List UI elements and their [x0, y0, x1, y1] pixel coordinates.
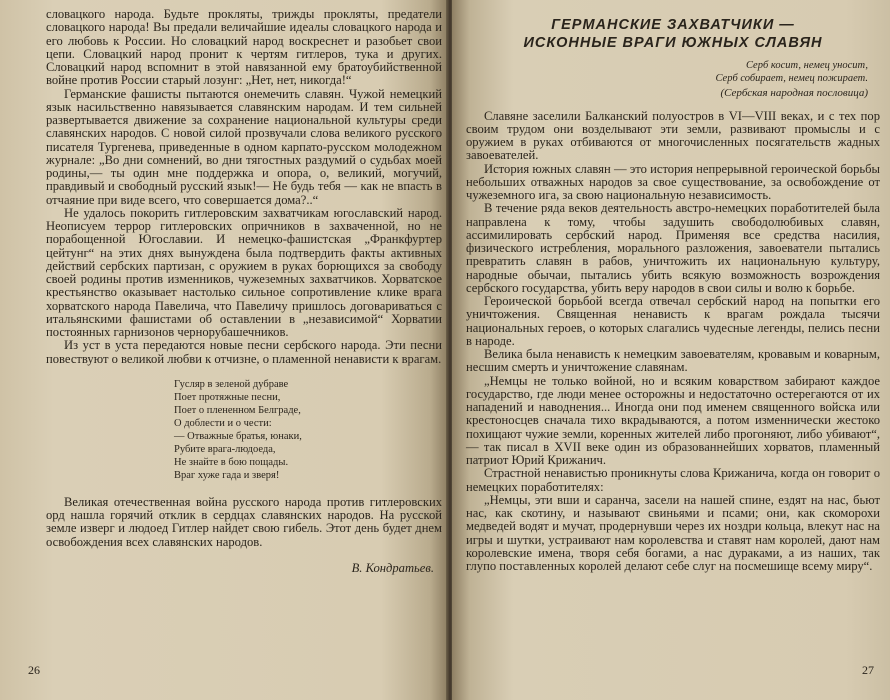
- right-paragraph-4: Героической борьбой всегда отвечал сербский народ на попытки его уничтожения. Священная ненависть к врагам рождала тысячи национальных героев, о которых слагались чудесные легенды, пелись песни в народе.: [466, 294, 880, 348]
- poem-line: Поет протяжные песни,: [174, 391, 281, 403]
- right-page: [452, 0, 890, 700]
- right-paragraph-3: В течение ряда веков деятельность австро-немецких поработителей была направлена к тому, чтобы задушить свободолюбивых славян, ассимилировать сербский народ. Применяя все средства насилия, физического истребления, морального разложения, завоеватели пытались превратить славян в рабов, уничтожить их национальную культуру, народные обычаи, пытались убить всякую возможность возрождения сербского государства, убить веру народов в свои силы и волю к борьбе.: [466, 201, 880, 295]
- left-paragraph-2: Германские фашисты пытаются онемечить славян. Чужой немецкий язык насильственно навязывается славянским народам. И тем сильней развертывается движение за сохранение национальной культуры среди славянских народов. С новой силой прозвучали слова великого русского писателя Тургенева, приведенные в одном карпато-русском молодежном журнале: „Во дни сомнений, во дни тягостных раздумий о судьбах моей родины,— ты один мне поддержка и опора, о, великий, могучий, правдивый и свободный русский язык!— Не будь тебя — как не впасть в отчаяние при виде всего, что совершается дома?..“: [46, 86, 442, 207]
- epigraph-source: (Сербская народная пословица): [720, 87, 868, 99]
- right-paragraph-2: История южных славян — это история непрерывной героической борьбы небольших отважных народов за свое существование, за освобождение от чужеземного ига, за свою национальную независимость.: [466, 161, 880, 202]
- right-paragraph-7: Страстной ненавистью проникнуты слова Крижанича, когда он говорит о немецких поработителях:: [466, 466, 880, 494]
- left-paragraph-4: Из уст в уста передаются новые песни сербского народа. Эти песни повествуют о великой любви к отчизне, о пламенной ненависти к врагам.: [46, 338, 442, 366]
- left-paragraph-3: Не удалось покорить гитлеровским захватчикам югославский народ. Неописуем террор гитлеровских опричников в захваченной, но не порабощенной Югославии. И немецко-фашистская „Франкфуртер цейтунг“ на этих днях вынуждена была подтвердить факты активных действий сербских партизан, с оружием в руках борющихся за свободу своей родины против изменников, чужеземных захватчиков. Хорватское крестьянство оказывает настолько сильное сопротивление клике врага хорватского народа Павелича, что Павеличу пришлось договариваться с итальянскими фашистами об оставлении в „независимой“ Хорватии постоянных гарнизонов чернорубашечников.: [46, 205, 442, 339]
- right-paragraph-5: Велика была ненависть к немецким завоевателям, кровавым и коварным, несшим смерть и уничтожение славянам.: [466, 347, 880, 375]
- left-paragraph-1: словацкого народа. Будьте прокляты, трижды прокляты, предатели словацкого народа! Вы предали величайшие идеалы словацкого народа и его любовь к России. Но словацкий народ воскреснет и разобьет свои цепи. Словацкий народ пронит к чертям гитлеров, тука и других. Словацкий народ вспомнит в этой навязанной ему братоубийственной войне против России старый лозунг: „Нет, нет, никогда!“: [46, 7, 442, 88]
- right-paragraph-8: „Немцы, эти вши и саранча, засели на нашей спине, ездят на нас, бьют нас, как скотину, и называют свиньями и псами; они, как скоморохи медведей водят и мучат, продернувши через их ноздри кольца, влекут нас на игры и шутки, устраивают нам королевства и ставят нам королей, дают нам королевские имена, творя себя богами, а нас дураками, а из наших, так глупо поставленных королей делают себе слуг на посмешище всему миру“.: [466, 492, 880, 573]
- epigraph-line-2: Серб собирает, немец пожирает.: [715, 72, 868, 84]
- article-title-line-1: ГЕРМАНСКИЕ ЗАХВАТЧИКИ —: [551, 17, 795, 33]
- epigraph: [466, 60, 868, 100]
- page-number-left: 26: [28, 663, 40, 677]
- poem: [174, 378, 442, 482]
- poem-line: Не знайте в бою пощады.: [174, 456, 289, 468]
- epigraph-line-1: Серб косит, немец уносит,: [745, 60, 868, 71]
- article-title-line-2: ИСКОННЫЕ ВРАГИ ЮЖНЫХ СЛАВЯН: [523, 35, 823, 51]
- right-paragraph-6: „Немцы не только войной, но и всяким коварством забирают каждое государство, где люди менее осторожны и недостаточно остерегаются от их нападений и наводнения... Иногда они под именем священного войска или крестоносцев сначала тихо вкрадываются, а потом изменнически жестоко похищают чужие земли, коренных жителей либо прогоняют, либо убивают“,— так писал в XVII веке один из образованнейших хорватов, пламенный патриот Юрий Крижанич.: [466, 373, 880, 467]
- left-paragraph-5: Великая отечественная война русского народа против гитлеровских орд нашла горячий отклик в сердцах славянских народов. На русской земле изверг и людоед Гитлер найдет свою гибель. Этот день будет днем освобождения всех славянских народов.: [46, 494, 442, 549]
- author-signature: В. Кондратьев.: [351, 560, 434, 575]
- poem-line: Враг хуже гада и зверя!: [174, 469, 280, 481]
- right-paragraph-1: Славяне заселили Балканский полуостров в VI—VIII веках, и с тех пор своим трудом они возделывают эти земли, развивают промыслы и с оружием в руках отбиваются от многочисленных посягательств жадных завоевателей.: [466, 108, 880, 163]
- page-number-right: 27: [862, 663, 874, 677]
- poem-line: — Отважные братья, юнаки,: [174, 430, 302, 442]
- poem-line: Гусляр в зеленой дубраве: [174, 378, 289, 390]
- poem-line: Поет о плененном Белграде,: [174, 404, 301, 416]
- poem-line: Рубите врага-людоеда,: [174, 443, 276, 455]
- article-title: [466, 16, 880, 52]
- poem-line: О доблести и о чести:: [174, 417, 272, 429]
